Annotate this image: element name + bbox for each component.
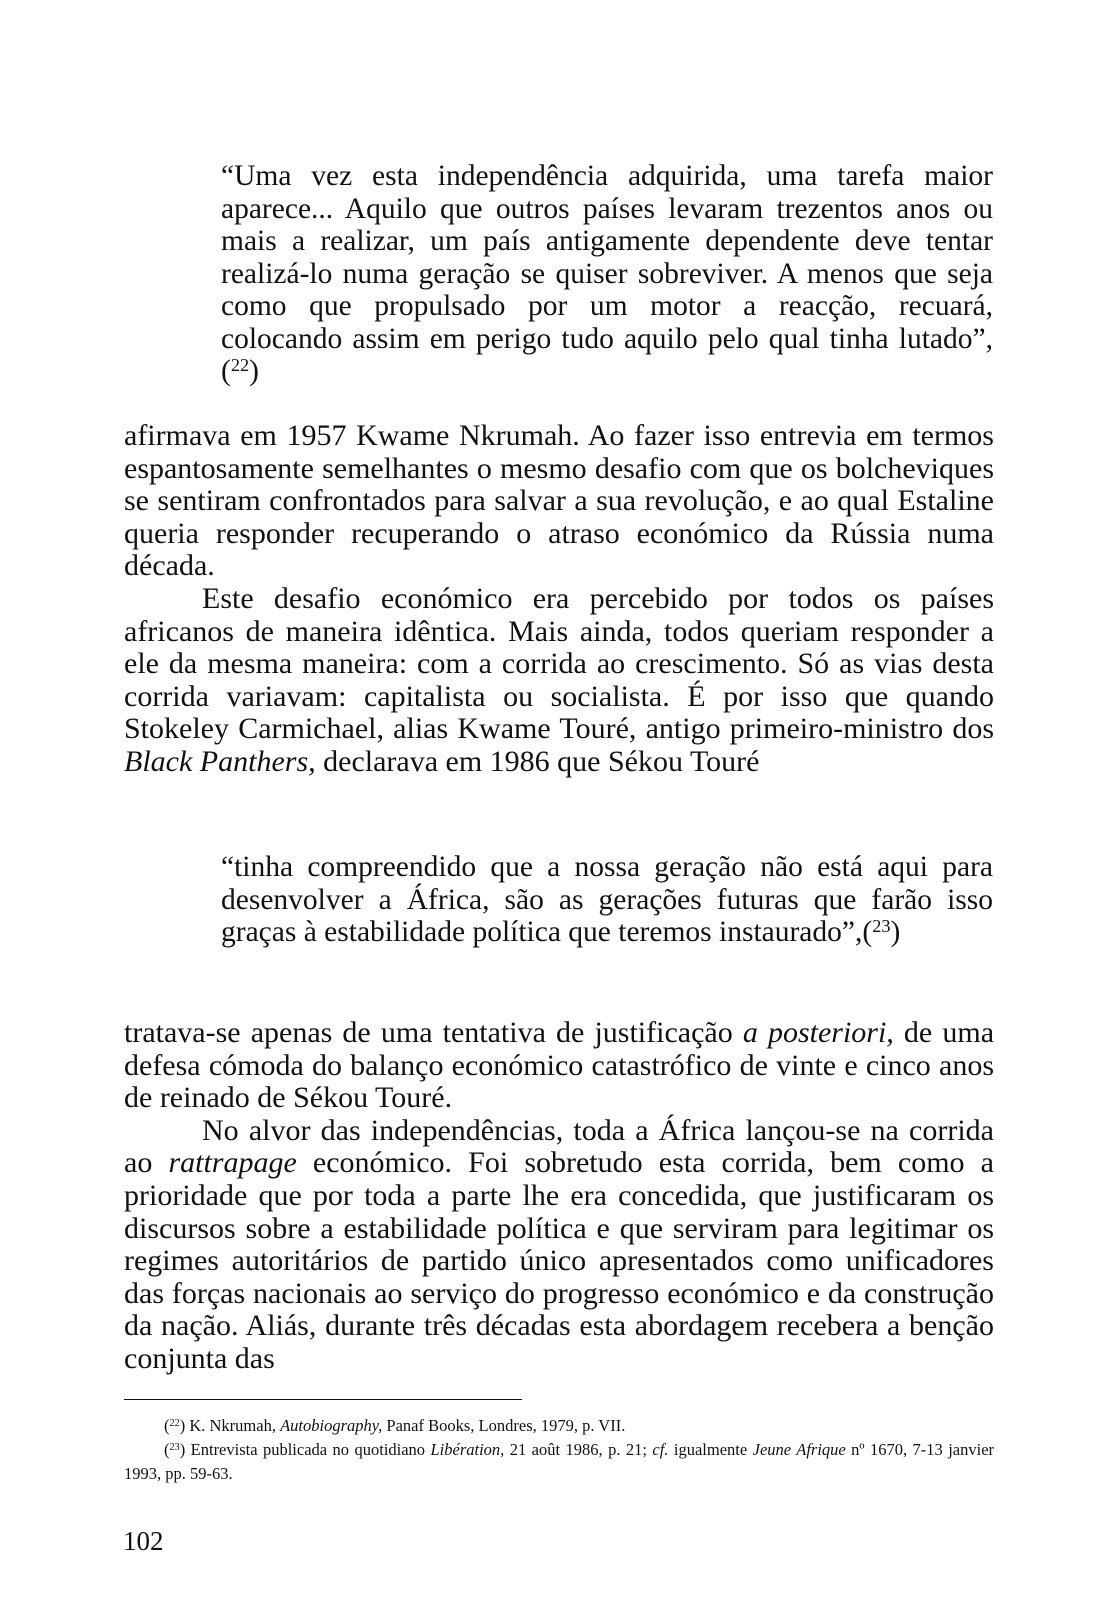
paragraph-text: de uma defesa cómoda do balanço económico catastrófico de vinte e cinco anos de reinado de Sékou Touré. — [124, 1016, 995, 1115]
paragraph — [124, 1115, 994, 1376]
footnotes — [124, 1414, 994, 1486]
footnote-ref-22: ($^{22}$) — [221, 354, 259, 387]
paragraph-text: declarava em 1986 que Sékou Touré — [315, 744, 760, 778]
footnote-text: igualmente — [668, 1440, 753, 1459]
block-quote-nkrumah — [221, 160, 993, 388]
footnote-ref-23: ($^{23}$) — [862, 915, 901, 948]
footnote-text: 21 août 1986, p. 21; — [504, 1440, 653, 1459]
footnote-text: nº 1670, 7-13 janvier 1993, pp. 59-63. — [124, 1440, 995, 1483]
paragraph-text: tratava-se apenas de uma tentativa de justificação — [124, 1016, 743, 1049]
body-text-upper — [124, 420, 994, 779]
italic-term: a posteriori, — [742, 1016, 894, 1049]
footnote-text: Entrevista publicada no quotidiano — [185, 1440, 431, 1459]
italic-term: rattrapage — [168, 1146, 297, 1180]
footnote-italic: Autobiography, — [280, 1416, 383, 1435]
footnote-22 — [124, 1414, 994, 1438]
footnote-marker: ($^{23}$) — [164, 1440, 186, 1459]
paragraph-text: afirmava em 1957 Kwame Nkrumah. Ao fazer isso entrevia em termos espantosamente semelhantes o mesmo desafio com que os bolcheviques se sentiram confrontados para salvar a sua revolução, e ao qual Estaline queria responder recuperando o atraso económico da Rússia numa década. — [124, 419, 994, 583]
paragraph — [124, 420, 994, 583]
paragraph-text: Este desafio económico era percebido por todos os países africanos de maneira idêntica. Mais ainda, todos queriam responder a ele da mesma maneira: com a corrida ao crescimento. Só as vias desta corrida variavam: capitalista ou socialista. É por isso que quando Stokeley Carmichael, alias Kwame Touré, antigo primeiro-ministro dos — [124, 581, 994, 746]
quote-text: “Uma vez esta independência adquirida, uma tarefa maior aparece... Aquilo que outros países levaram trezentos anos ou mais a realizar, um país antigamente dependente deve tentar realizá-lo numa geração se quiser sobreviver. A menos que seja como que propulsado por um motor a reacção, recuará, colocando assim em perigo tudo aquilo pelo qual tinha lutado”, — [221, 160, 993, 355]
page-number: 102 — [123, 1526, 164, 1556]
paragraph — [124, 1017, 994, 1115]
footnote-italic: cf. — [652, 1440, 669, 1459]
italic-term: Black Panthers, — [124, 744, 316, 778]
paragraph — [124, 583, 994, 779]
footnote-italic: Libération, — [430, 1440, 505, 1459]
footnote-divider — [124, 1399, 522, 1400]
footnote-italic: Jeune Afrique — [752, 1440, 846, 1459]
footnote-text: K. Nkrumah, — [185, 1416, 281, 1435]
footnote-text: Panaf Books, Londres, 1979, p. VII. — [382, 1416, 626, 1435]
footnote-marker: ($^{22}$) — [164, 1416, 186, 1435]
paragraph-text: económico. Foi sobretudo esta corrida, bem como a prioridade que por toda a parte lhe era concedida, que justificaram os discursos sobre a estabilidade política e que serviram para legitimar os regimes autoritários de partido único apresentados como unificadores das forças nacionais ao serviço do progresso económico e da construção da nação. Aliás, durante três décadas esta abordagem recebera a benção conjunta das — [124, 1146, 994, 1375]
footnote-23 — [124, 1438, 994, 1486]
paragraph-text: No alvor das independências, toda a África lançou-se na corrida ao — [124, 1113, 994, 1180]
quote-text: “tinha compreendido que a nossa geração não está aqui para desenvolver a África, são as gerações futuras que farão isso graças à estabilidade política que teremos instaurado”, — [221, 851, 993, 948]
body-text-lower — [124, 1017, 994, 1376]
block-quote-carmichael — [221, 851, 993, 949]
